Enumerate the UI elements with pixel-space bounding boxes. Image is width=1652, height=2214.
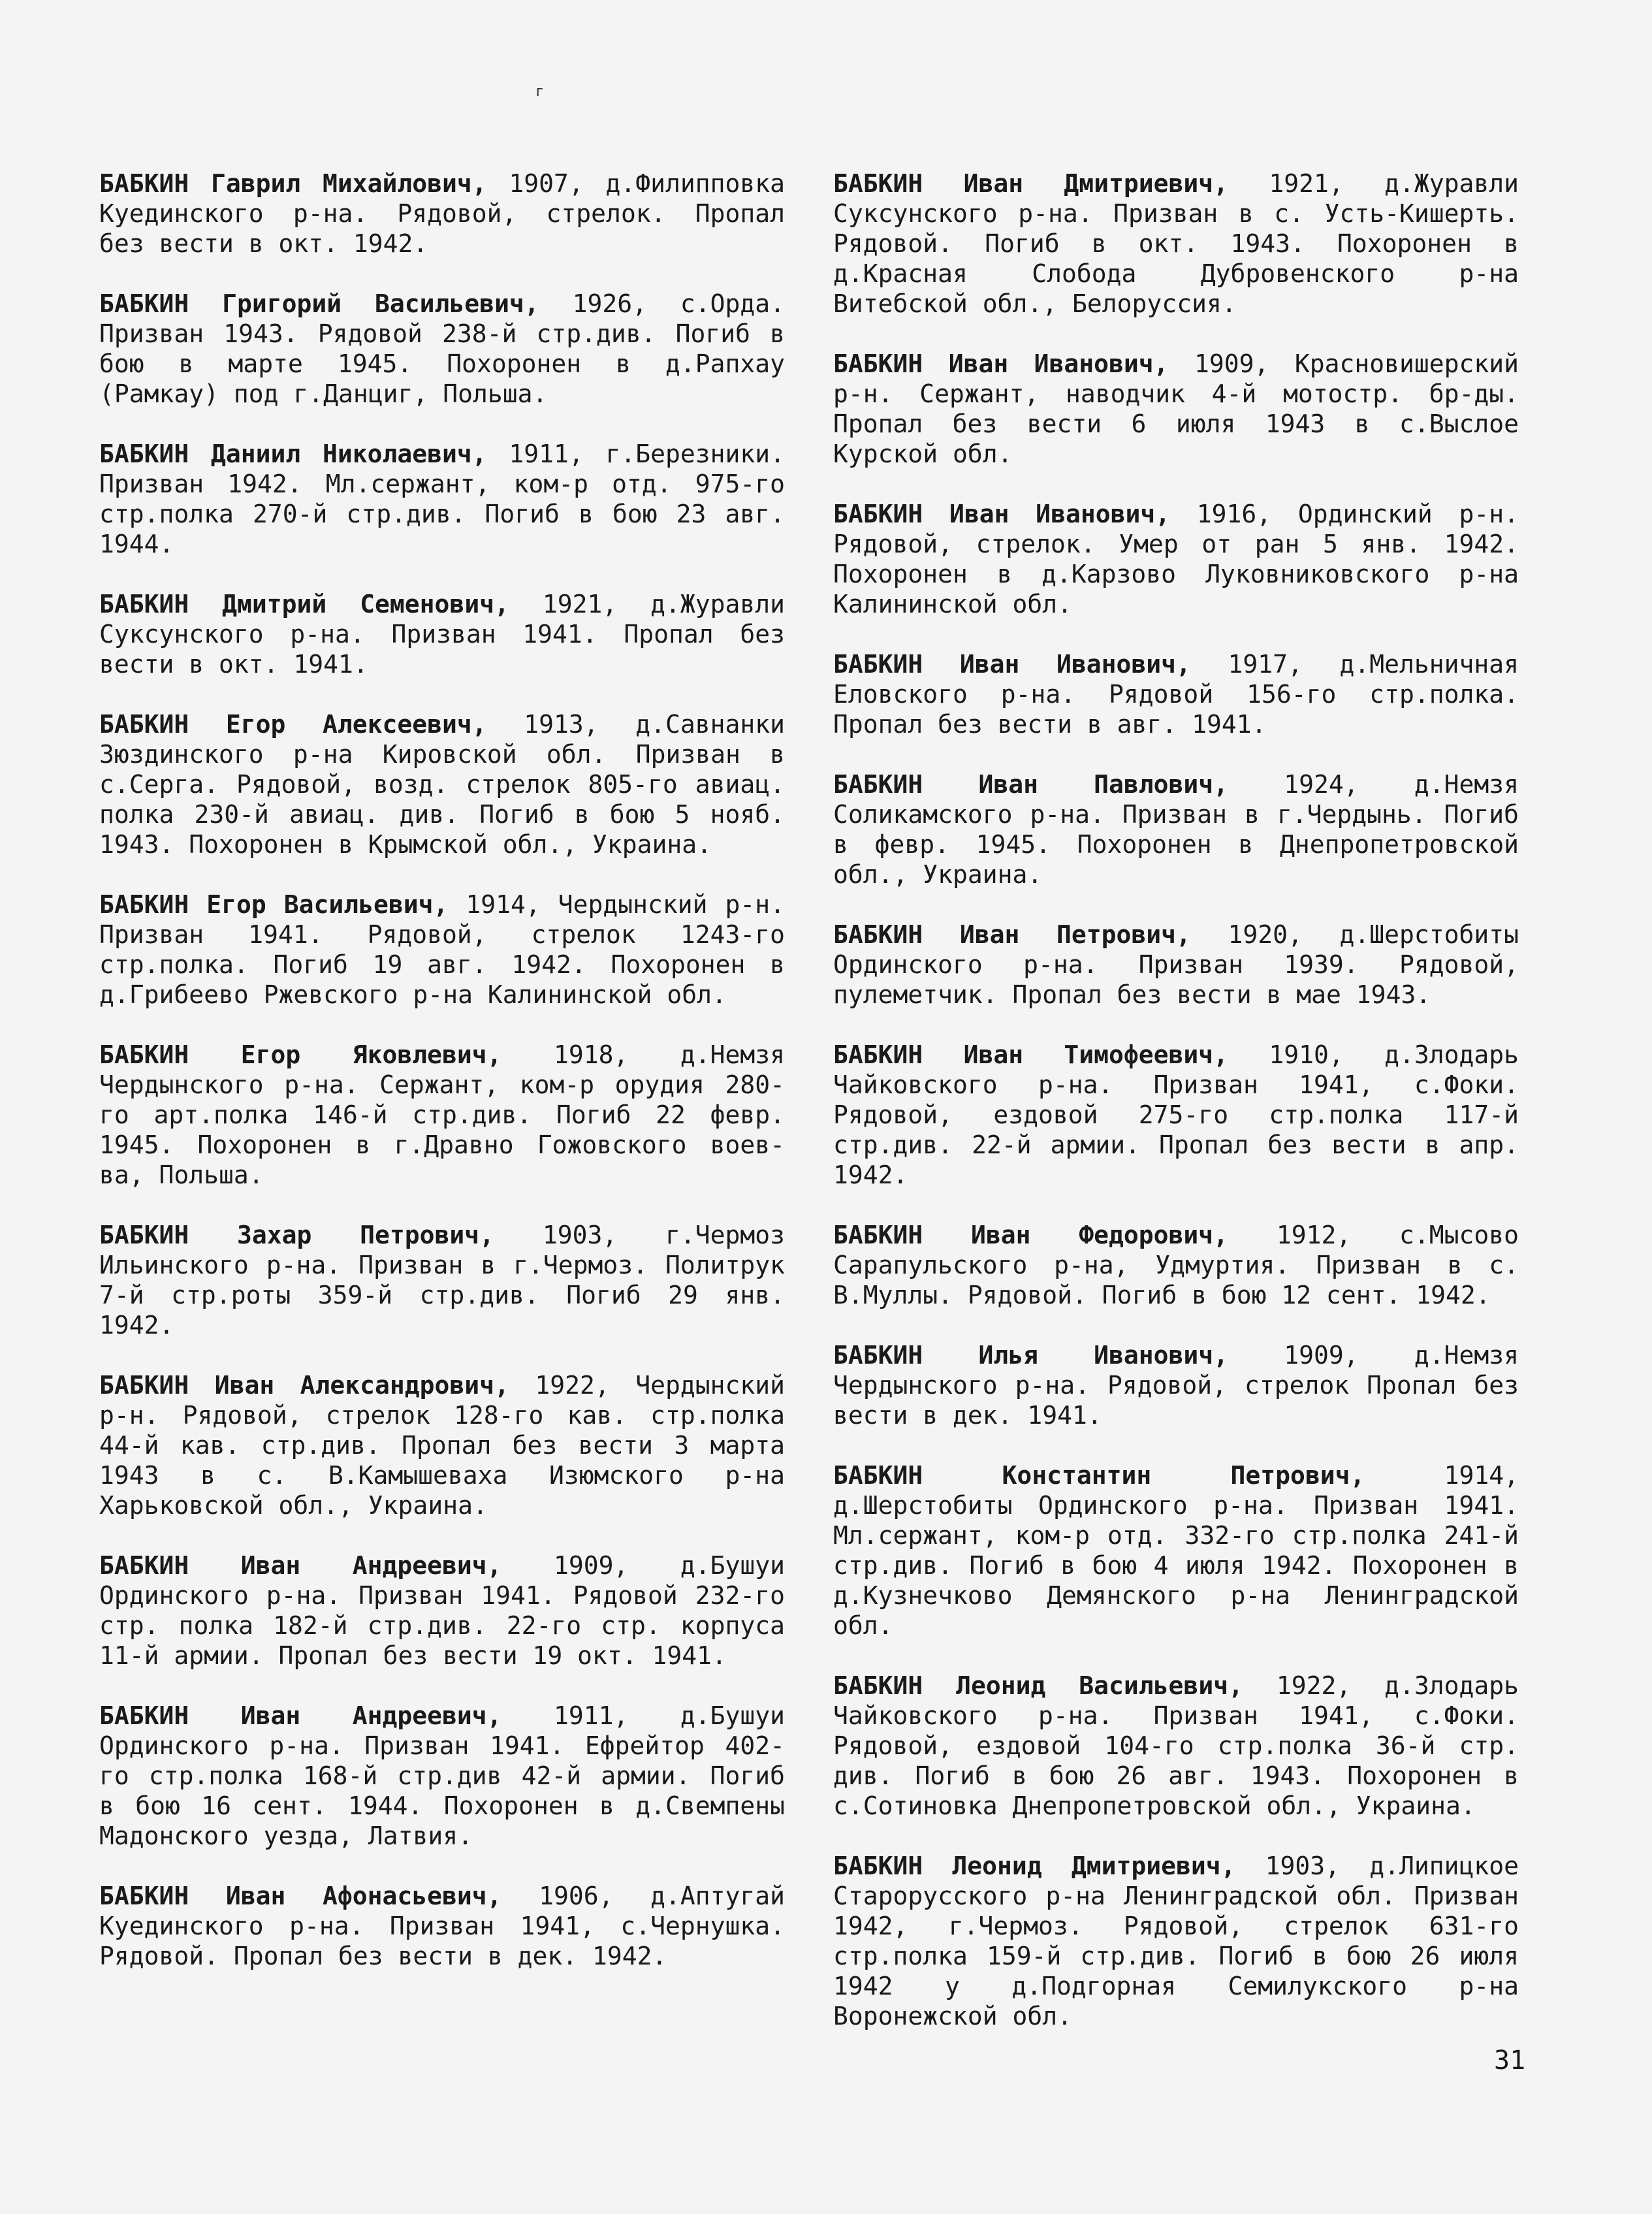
entry-name: БАБКИН Даниил Николаевич, — [99, 440, 487, 468]
entry-text: 1924, д.Немзя Соликамского р-на. Призван в г.Чердынь. Погиб в февр. 1945. Похоронен в Днепропетровской обл., Украина. — [833, 770, 1519, 889]
entry-name: БАБКИН Леонид Васильевич, — [833, 1671, 1243, 1700]
entry — [99, 709, 785, 859]
entry — [833, 649, 1519, 739]
entry-name: БАБКИН Григорий Васильевич, — [99, 289, 539, 318]
left-column — [99, 168, 785, 2001]
entry — [833, 168, 1519, 319]
entry — [99, 1220, 785, 1340]
entry-name: БАБКИН Иван Иванович, — [833, 650, 1191, 679]
entry-text: 1909, д.Немзя Чердынского р-на. Рядовой, стрелок Пропал без вести в дек. 1941. — [833, 1341, 1519, 1430]
entry — [99, 439, 785, 559]
entry — [99, 589, 785, 679]
entry-text: 1907, д.Филипповка Куединского р-на. Рядовой, стрелок. Пропал без вести в окт. 1942. — [99, 169, 786, 258]
entry-name: БАБКИН Иван Александрович, — [99, 1371, 509, 1400]
entry-text: 1916, Ординский р-н. Рядовой, стрелок. Умер от ран 5 янв. 1942. Похоронен в д.Карзово Луковниковского р-на Калининской обл. — [833, 500, 1519, 618]
entry-text: 1920, д.Шерстобиты Ординского р-на. Призван 1939. Рядовой, пулеметчик. Пропал без вести в мае 1943. — [833, 920, 1519, 1009]
entry-text: 1922, Чердынский р-н. Рядовой, стрелок 128-го кав. стр.полка 44-й кав. стр.див. Пропал без вести 3 марта 1943 в с. В.Камышеваха Изюмского р-на Харьковской обл., Украина. — [99, 1371, 785, 1520]
entry — [833, 349, 1519, 469]
entry-text: 1921, д.Журавли Суксунского р-на. Призван 1941. Пропал без вести в окт. 1941. — [99, 590, 785, 679]
entry-name: БАБКИН Иван Федорович, — [833, 1221, 1229, 1249]
entry-name: БАБКИН Иван Тимофеевич, — [833, 1040, 1229, 1069]
entry-name: БАБКИН Иван Иванович, — [833, 500, 1171, 528]
entry-name: БАБКИН Егор Яковлевич, — [99, 1040, 502, 1069]
entry — [99, 289, 785, 409]
entry — [99, 1881, 785, 1971]
entry-name: БАБКИН Иван Андреевич, — [99, 1701, 502, 1730]
entry — [833, 920, 1519, 1010]
entry-text: 1911, д.Бушуи Ординского р-на. Призван 1941. Ефрейтор 402-го стр.полка 168-й стр.див 42-й армии. Погиб в бою 16 сент. 1944. Похоронен в д.Свемпены Мадонского уезда, Латвия. — [99, 1701, 785, 1850]
entry-name: БАБКИН Иван Иванович, — [833, 349, 1169, 378]
entry-name: БАБКИН Иван Дмитриевич, — [833, 169, 1229, 198]
entry — [833, 1851, 1519, 2031]
entry-name: БАБКИН Иван Афонасьевич, — [99, 1882, 502, 1910]
entry-text: 1903, д.Липицкое Старорусского р-на Ленинградской обл. Призван 1942, г.Чермоз. Рядовой, стрелок 631-го стр.полка 159-й стр.див. Погиб в бою 26 июля 1942 у д.Подгорная Семилукского р-на Воронежской обл. — [833, 1852, 1519, 2030]
entry-text: 1921, д.Журавли Суксунского р-на. Призван в с. Усть-Кишерть. Рядовой. Погиб в окт. 1943. Похоронен в д.Красная Слобода Дубровенского р-на Витебской обл., Белоруссия. — [833, 169, 1519, 318]
entry-name: БАБКИН Илья Иванович, — [833, 1341, 1229, 1370]
entry — [99, 890, 785, 1010]
entry — [99, 1040, 785, 1190]
entry-name: БАБКИН Константин Петрович, — [833, 1461, 1365, 1490]
entry — [99, 168, 785, 259]
entry-text: 1917, д.Мельничная Еловского р-на. Рядовой 156-го стр.полка. Пропал без вести в авг. 1941. — [833, 650, 1519, 739]
entry-name: БАБКИН Иван Павлович, — [833, 770, 1229, 799]
entry-name: БАБКИН Егор Алексеевич, — [99, 710, 487, 739]
entry — [833, 1460, 1519, 1641]
header-mark: г — [535, 84, 545, 100]
entry-text: 1903, г.Чермоз Ильинского р-на. Призван в г.Чермоз. Политрук 7-й стр.роты 359-й стр.див. Погиб 29 янв. 1942. — [99, 1221, 785, 1340]
entry-text: 1918, д.Немзя Чердынского р-на. Сержант, ком-р орудия 280-го арт.полка 146-й стр.див. Погиб 22 февр. 1945. Похоронен в г.Дравно Гожовского воев-ва, Польша. — [99, 1040, 785, 1189]
entry — [99, 1370, 785, 1520]
entry-text: 1906, д.Аптугай Куединского р-на. Призван 1941, с.Чернушка. Рядовой. Пропал без вести в дек. 1942. — [99, 1882, 785, 1970]
right-column — [833, 168, 1519, 2061]
entry-text: 1914, д.Шерстобиты Ординского р-на. Призван 1941. Мл.сержант, ком-р отд. 332-го стр.полка 241-й стр.див. Погиб в бою 4 июля 1942. Похоронен в д.Кузнечково Демянского р-на Ленинградской обл. — [833, 1461, 1519, 1640]
entry-text: 1912, с.Мысово Сарапульского р-на, Удмуртия. Призван в с. В.Муллы. Рядовой. Погиб в бою 12 сент. 1942. — [833, 1221, 1519, 1309]
entry-name: БАБКИН Иван Петрович, — [833, 920, 1191, 949]
entry — [99, 1550, 785, 1671]
entry — [99, 1701, 785, 1851]
entry — [833, 499, 1519, 619]
entry-text: 1914, Чердынский р-н. Призван 1941. Рядовой, стрелок 1243-го стр.полка. Погиб 19 авг. 1942. Похоронен в д.Грибеево Ржевского р-на Калининской обл. — [99, 890, 785, 1009]
entry-name: БАБКИН Захар Петрович, — [99, 1221, 495, 1249]
entry-text: 1926, с.Орда. Призван 1943. Рядовой 238-й стр.див. Погиб в бою в марте 1945. Похоронен в д.Рапхау (Рамкау) под г.Данциг, Польша. — [99, 289, 785, 408]
entry — [833, 1671, 1519, 1821]
entry-name: БАБКИН Гаврил Михайлович, — [99, 169, 487, 198]
entry-name: БАБКИН Дмитрий Семенович, — [99, 590, 509, 618]
entry-text: 1910, д.Злодарь Чайковского р-на. Призван 1941, с.Фоки. Рядовой, ездовой 275-го стр.полка 117-й стр.див. 22-й армии. Пропал без вести в апр. 1942. — [833, 1040, 1519, 1189]
entry-text: 1922, д.Злодарь Чайковского р-на. Призван 1941, с.Фоки. Рядовой, ездовой 104-го стр.полка 36-й стр. див. Погиб в бою 26 авг. 1943. Похоронен в с.Сотиновка Днепропетровской обл., Украина. — [833, 1671, 1519, 1820]
page-number: 31 — [1494, 2046, 1526, 2076]
entry — [833, 769, 1519, 890]
entry — [833, 1340, 1519, 1430]
entry — [833, 1220, 1519, 1310]
entry-name: БАБКИН Егор Васильевич, — [99, 890, 449, 919]
entry-text: 1913, д.Савнанки Зюздинского р-на Кировской обл. Призван в с.Серга. Рядовой, возд. стрелок 805-го авиац. полка 230-й авиац. див. Погиб в бою 5 нояб. 1943. Похоронен в Крымской обл., Украина. — [99, 710, 785, 859]
entry-text: 1911, г.Березники. Призван 1942. Мл.сержант, ком-р отд. 975-го стр.полка 270-й стр.див. Погиб в бою 23 авг. 1944. — [99, 440, 786, 558]
entry-name: БАБКИН Иван Андреевич, — [99, 1551, 502, 1580]
entry-name: БАБКИН Леонид Дмитриевич, — [833, 1852, 1236, 1880]
entry-text: 1909, д.Бушуи Ординского р-на. Призван 1941. Рядовой 232-го стр. полка 182-й стр.див. 22-го стр. корпуса 11-й армии. Пропал без вести 19 окт. 1941. — [99, 1551, 785, 1670]
entry — [833, 1040, 1519, 1190]
entry-text: 1909, Красновишерский р-н. Сержант, наводчик 4-й мотостр. бр-ды. Пропал без вести 6 июля 1943 в с.Выслое Курской обл. — [833, 349, 1519, 468]
